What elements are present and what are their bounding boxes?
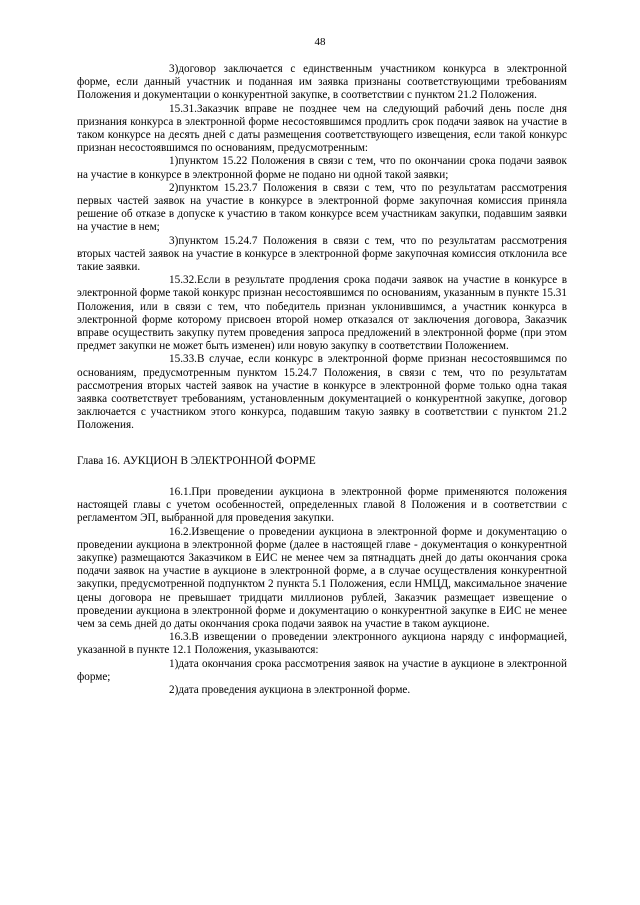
clause-15-31 [77, 103, 567, 156]
list-item-1 [77, 155, 567, 181]
list-item-3b [77, 235, 567, 275]
clause-15-33 [77, 353, 567, 432]
clause-text: Извещение о проведении аукциона в электронной форме и документацию о проведении аукциона в электронной форме (далее в настоящей главе - документация о конкурентной закупке) размещаются Заказчиком в ЕИС не менее чем за пятнадцать дней до даты окончания срока подачи заявок на участие в аукционе в электронной форме, а в случае осуществления конкурентной закупки, предусмотренной подпунктом 2 пункта 5.1 Положения, если НМЦД, максимальное значение цены договора не превышает тридцати миллионов рублей, Заказчик размещает извещение о проведении аукциона в электронной форме и документацию о конкурентной закупке в ЕИС не менее чем за семь дней до даты окончания срока подачи заявок на участие в таком аукционе. [77, 525, 567, 630]
item-text: пунктом 15.23.7 Положения в связи с тем, что по результатам рассмотрения первых частей заявок на участие в конкурсе в электронной форме закупочная комиссия приняла решение об отказе в допуске к участию в таком конкурсе всем участникам закупки, подавшим заявки на участие в нем; [77, 181, 567, 234]
item-label: 2) [169, 683, 179, 696]
clause-16-3 [77, 631, 567, 657]
page-number: 48 [314, 36, 326, 48]
item-text: дата окончания срока рассмотрения заявок на участие в аукционе в электронной форме; [77, 657, 567, 683]
item-label: 2) [169, 181, 179, 194]
clause-16-2 [77, 526, 567, 632]
item-label: 1) [169, 155, 179, 168]
clause-number: 16.3. [169, 631, 192, 644]
document-body [77, 63, 567, 697]
clause-text: Если в результате продления срока подачи заявок на участие в конкурсе в электронной форме такой конкурс признан несостоявшимся по основаниям, указанным в пункте 15.31 Положения, или в связи с тем, что победитель признан уклонившимся, а участник конкурса в электронной форме которому присвоен второй номер отказался от заключения договора, Заказчик вправе осуществить закупку путем проведения запроса предложений в электронной форме (при этом предмет закупки не может быть изменен) или новую закупку в соответствии Положением. [77, 274, 567, 353]
list-item-2b [77, 684, 567, 697]
item-label: 3) [169, 234, 179, 247]
clause-number: 15.33. [169, 353, 197, 366]
clause-text: При проведении аукциона в электронной форме применяются положения настоящей главы с учетом особенностей, определенных главой 8 Положения и в соответствии с регламентом ЭП, выбранной для проведения закупки. [77, 485, 567, 525]
item-text: пунктом 15.22 Положения в связи с тем, что по окончании срока подачи заявок на участие в конкурсе в электронной форме не подано ни одной такой заявки; [77, 155, 567, 181]
clause-text: Заказчик вправе не позднее чем на следующий рабочий день после дня признания конкурса в электронной форме несостоявшимся продлить срок подачи заявок на участие в таком конкурсе на десять дней с даты размещения соответствующего извещения, если такой конкурс признан несостоявшимся по основаниям, предусмотренным: [77, 102, 567, 155]
item-text: договор заключается с единственным участником конкурса в электронной форме, если данный участник и поданная им заявка признаны соответствующими требованиям Положения и документации о конкурентной закупке, в соответствии с пунктом 21.2 Положения. [77, 63, 567, 102]
chapter-heading: Глава 16. АУКЦИОН В ЭЛЕКТРОННОЙ ФОРМЕ [77, 454, 316, 467]
item-text: пунктом 15.24.7 Положения в связи с тем, что по результатам рассмотрения вторых частей заявок на участие в конкурсе в электронной форме закупочная комиссия отклонила все такие заявки. [77, 234, 567, 274]
clause-number: 15.31. [169, 102, 197, 115]
clause-text: В извещении о проведении электронного аукциона наряду с информацией, указанной в пункте 12.1 Положения, указываются: [77, 631, 567, 657]
clause-number: 16.1. [169, 485, 192, 498]
clause-text: В случае, если конкурс в электронной форме признан несостоявшимся по основаниям, предусмотренным пунктом 15.24.7 Положения, в связи с тем, что по результатам рассмотрения вторых частей заявок на участие в конкурсе в электронной форме только одна такая заявка соответствует требованиям, установленным документацией о конкурентной закупке, договор заключается с участником этого конкурса, подавшим такую заявку в соответствии с пунктом 21.2 Положения. [77, 353, 567, 432]
list-item-2 [77, 182, 567, 235]
item-text: дата проведения аукциона в электронной форме. [178, 683, 411, 696]
clause-number: 16.2. [169, 525, 192, 538]
item-label: 1) [169, 657, 179, 670]
clause-number: 15.32. [169, 274, 197, 287]
clause-15-32 [77, 274, 567, 353]
item-label: 3) [169, 63, 179, 75]
list-item-3 [77, 63, 567, 103]
clause-16-1 [77, 486, 567, 526]
list-item-1b [77, 658, 567, 684]
